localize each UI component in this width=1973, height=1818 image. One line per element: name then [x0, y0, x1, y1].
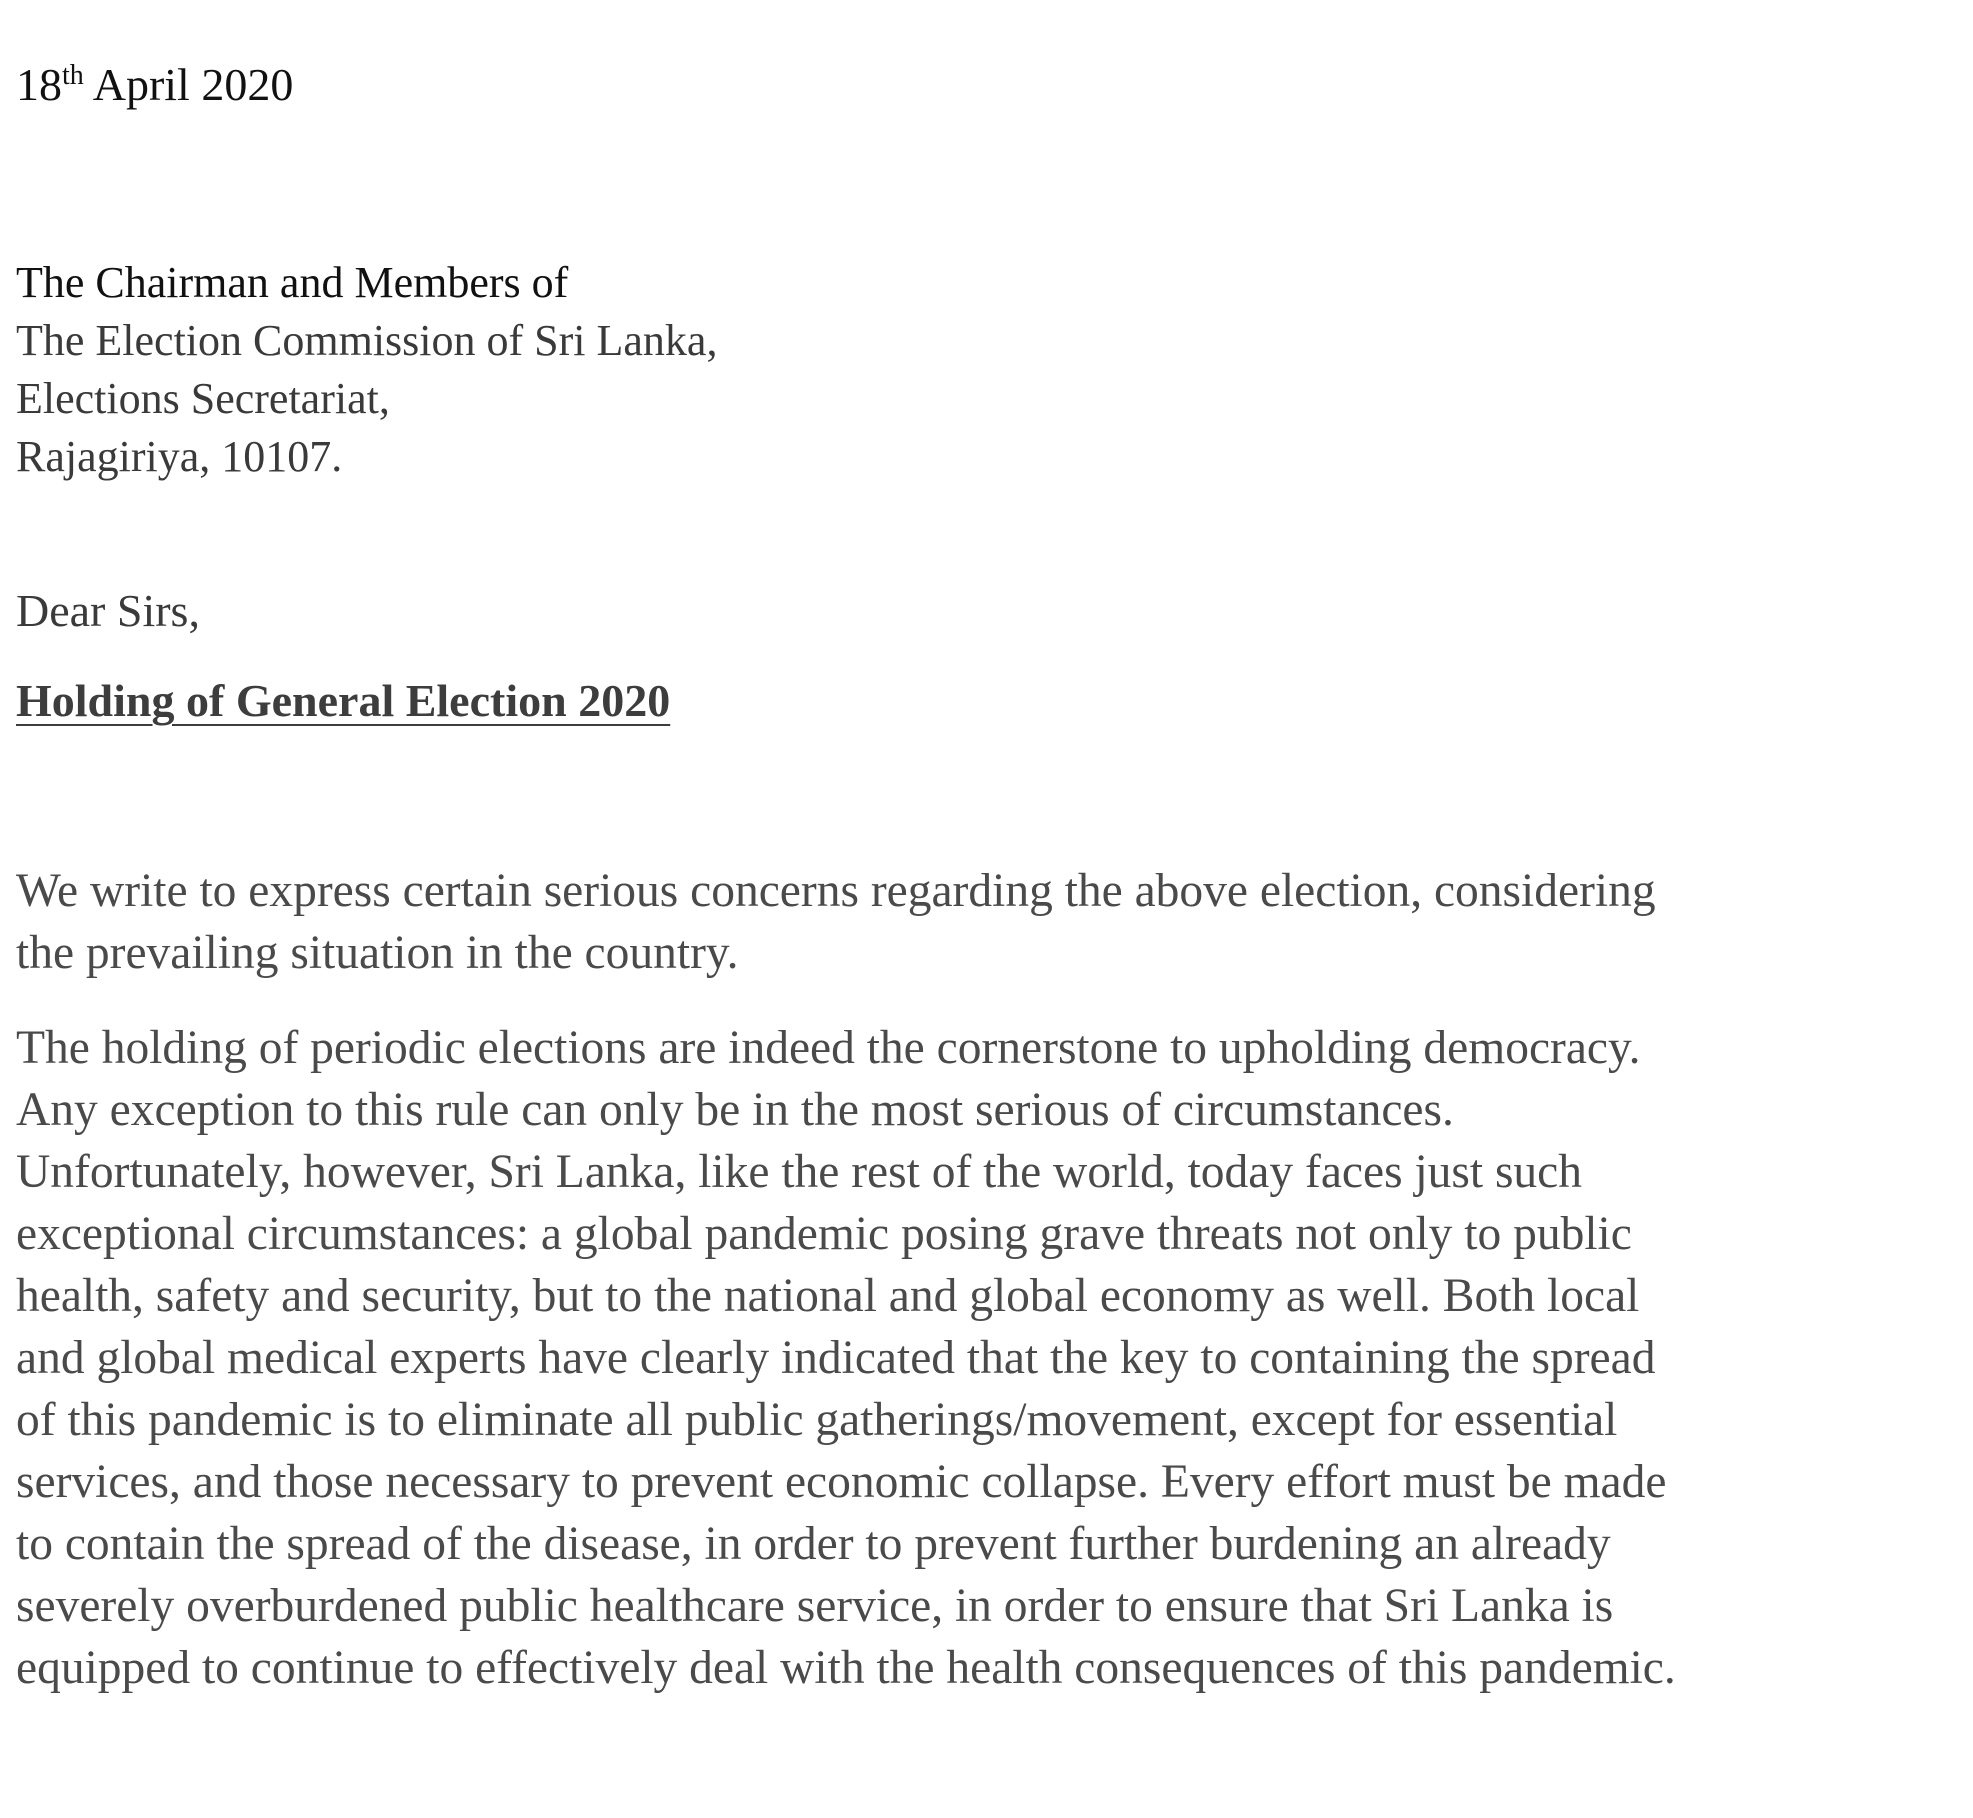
letter-date: [16, 56, 293, 114]
paragraph-line: Any exception to this rule can only be in the most serious of circumstances.: [16, 1084, 1454, 1136]
recipient-line: Elections Secretariat,: [16, 374, 390, 423]
subject-heading: Holding of General Election 2020: [16, 675, 671, 726]
paragraph-line: severely overburdened public healthcare service, in order to ensure that Sri Lanka is: [16, 1580, 1614, 1632]
paragraph-line: of this pandemic is to eliminate all public gatherings/movement, except for essential: [16, 1394, 1618, 1446]
paragraph-line: services, and those necessary to prevent economic collapse. Every effort must be made: [16, 1456, 1667, 1508]
paragraph-line: Unfortunately, however, Sri Lanka, like the rest of the world, today faces just such: [16, 1146, 1583, 1198]
date-month-year: April 2020: [83, 59, 294, 110]
date-day: 18: [16, 59, 62, 110]
paragraph-line: and global medical experts have clearly indicated that the key to containing the spread: [16, 1332, 1656, 1384]
paragraph-line: equipped to continue to effectively deal with the health consequences of this pandemic.: [16, 1642, 1676, 1694]
recipient-line: Rajagiriya, 10107.: [16, 432, 343, 481]
recipient-line: The Election Commission of Sri Lanka,: [16, 316, 718, 365]
paragraph-line: We write to express certain serious concerns regarding the above election, considering: [16, 865, 1656, 917]
salutation: Dear Sirs,: [16, 585, 200, 636]
body-paragraph: [16, 860, 1656, 984]
paragraph-line: the prevailing situation in the country.: [16, 927, 739, 979]
paragraph-line: The holding of periodic elections are indeed the cornerstone to upholding democracy.: [16, 1022, 1641, 1074]
recipient-line: The Chairman and Members of: [16, 258, 569, 307]
paragraph-line: to contain the spread of the disease, in order to prevent further burdening an already: [16, 1518, 1611, 1570]
recipient-address: [16, 254, 717, 486]
paragraph-line: exceptional circumstances: a global pandemic posing grave threats not only to public: [16, 1208, 1632, 1260]
body-paragraph: [16, 1017, 1676, 1699]
date-suffix: th: [62, 60, 84, 91]
paragraph-line: health, safety and security, but to the national and global economy as well. Both local: [16, 1270, 1640, 1322]
